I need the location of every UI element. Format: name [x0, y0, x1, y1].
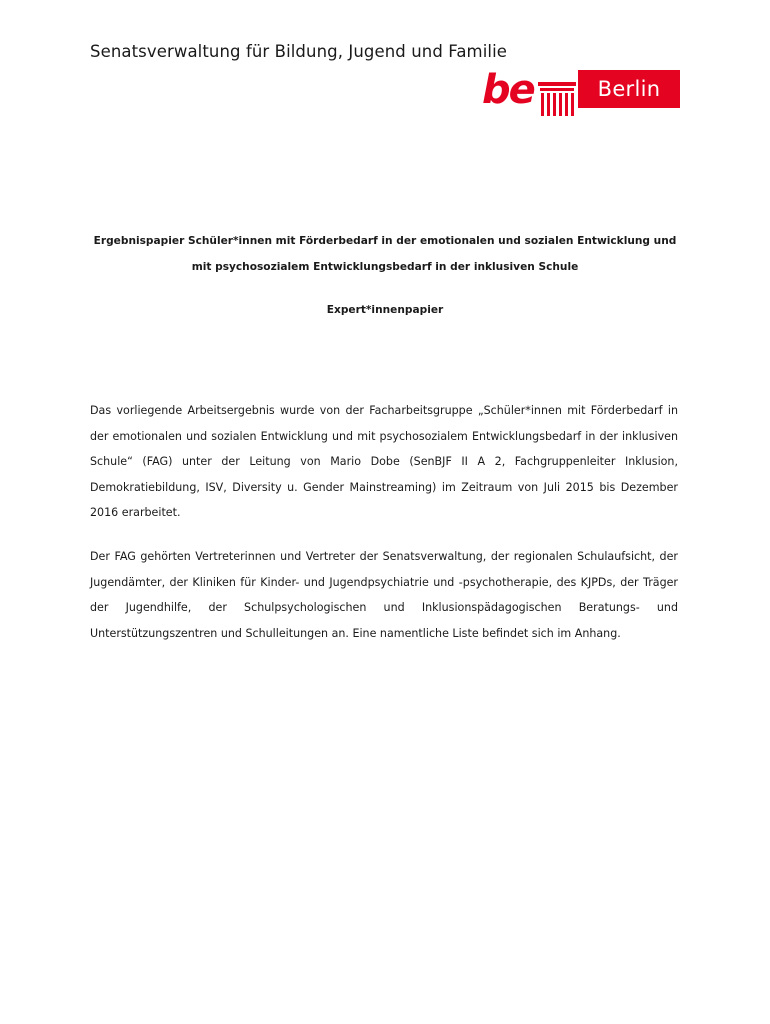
- department-name: Senatsverwaltung für Bildung, Jugend und Familie: [90, 42, 508, 61]
- document-title: Ergebnispapier Schüler*innen mit Förderbedarf in der emotionalen und sozialen Entwicklung und mit psychosozialem Entwicklungsbedarf in der inklusiven Schule: [93, 235, 677, 273]
- logo-be-text: be: [482, 67, 534, 113]
- document-subtitle: Expert*innenpapier: [326, 304, 444, 316]
- logo-berlin-box: Berlin: [578, 70, 680, 108]
- body-paragraph-1: Das vorliegende Arbeitsergebnis wurde von der Facharbeitsgruppe „Schüler*innen mit Förderbedarf in der emotionalen und sozialen Entwicklung und mit psychosozialem Entwicklungsbedarf in der inklusiven Schule“ (FAG) unter der Leitung von Mario Dobe (SenBJF II A 2, Fachgruppenleiter Inklusion, Demokratiebildung, ISV, Diversity u. Gender Mainstreaming) im Zeitraum von Juli 2015 bis Dezember 2016 erarbeitet.: [90, 404, 678, 519]
- body-paragraph-2: Der FAG gehörten Vertreterinnen und Vertreter der Senatsverwaltung, der regionalen Schulaufsicht, der Jugendämter, der Kliniken für Kinder- und Jugendpsychiatrie und -psychotherapie, des KJPDs, der Träger der Jugendhilfe, der Schulpsychologischen und Inklusionspädagogischen Beratungs- und Unterstützungszentren und Schulleitungen an. Eine namentliche Liste befindet sich im Anhang.: [90, 550, 678, 640]
- berlin-logo: [482, 67, 680, 118]
- brandenburg-gate-icon: [536, 82, 578, 116]
